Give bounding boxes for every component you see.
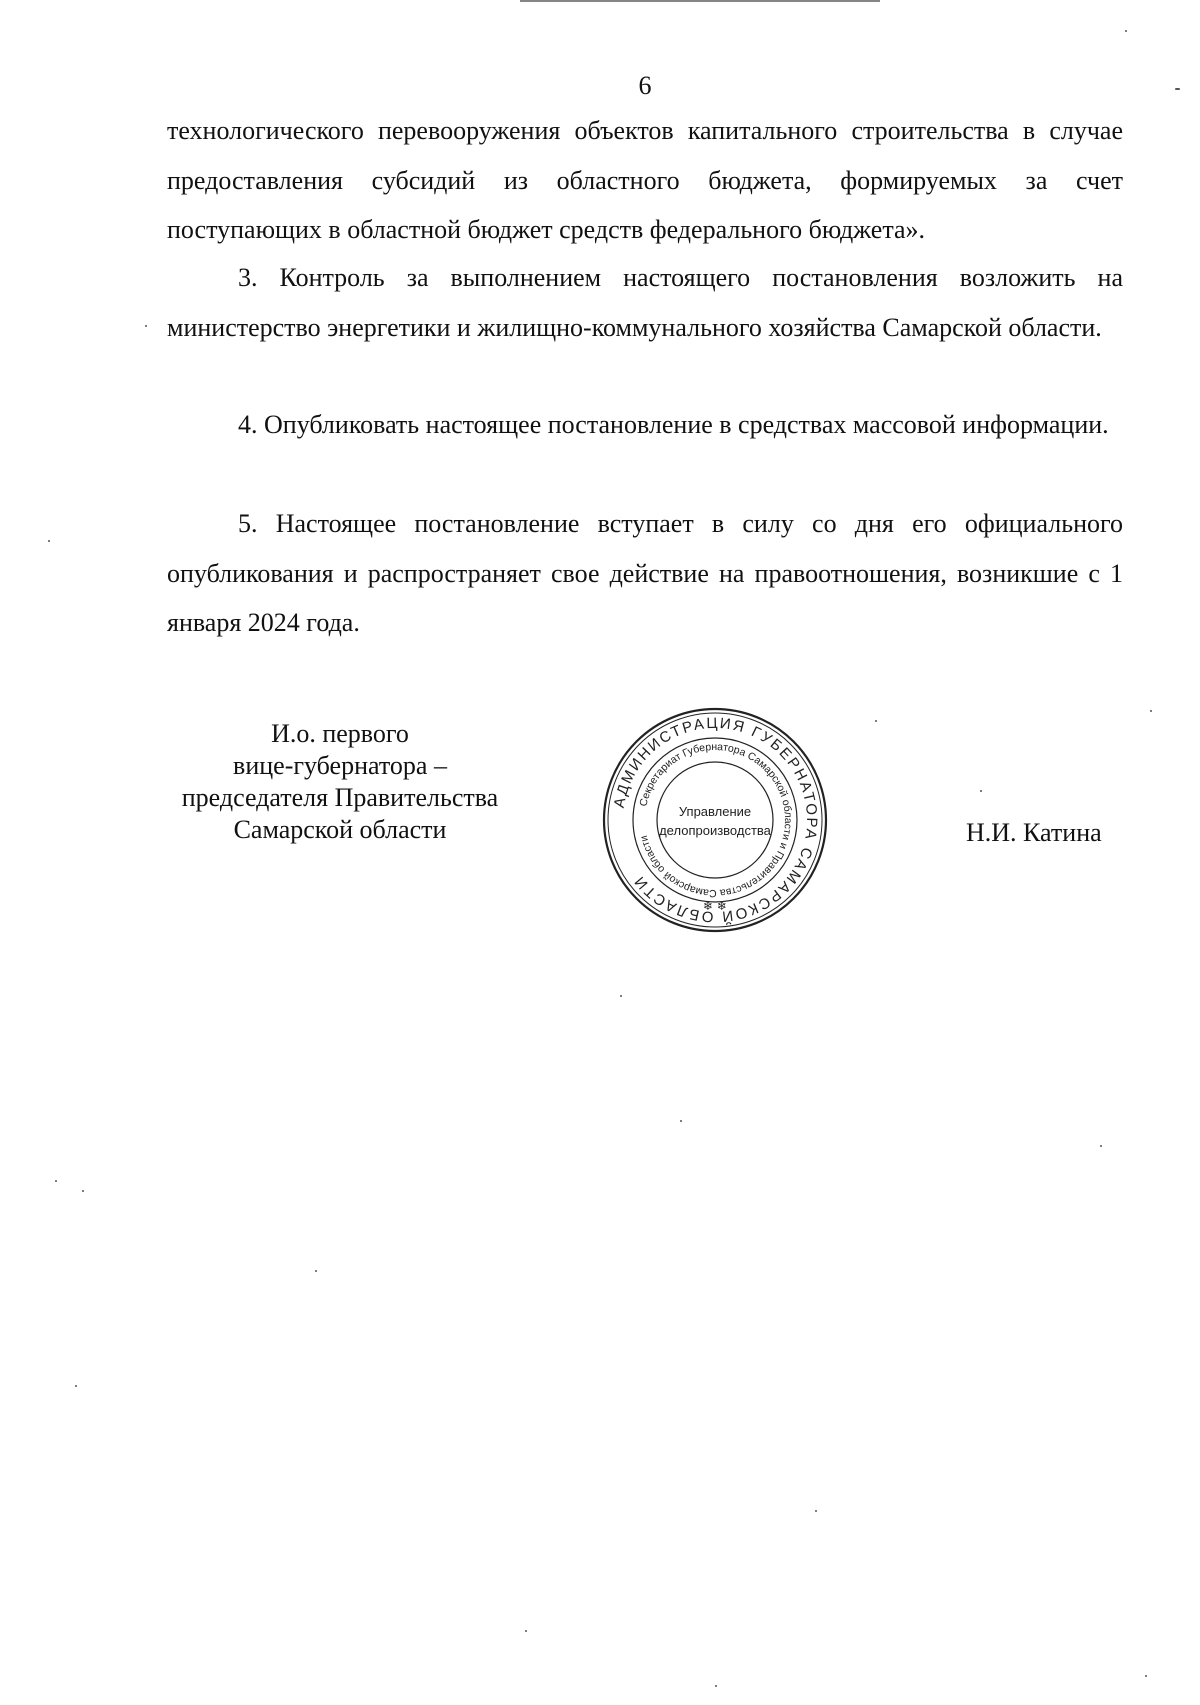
stamp-graphic	[600, 705, 830, 935]
stamp-inner-circle	[657, 762, 773, 878]
scan-speck	[1175, 88, 1180, 90]
stamp-center-line-1: Управление	[678, 804, 752, 819]
scan-speck	[75, 1385, 77, 1387]
scan-speck	[875, 720, 877, 722]
scan-speck	[980, 790, 982, 792]
scan-speck	[1125, 30, 1127, 32]
scan-speck	[315, 1270, 317, 1272]
scan-speck	[715, 1685, 717, 1687]
scan-speck	[1145, 1675, 1147, 1677]
stamp-inner-ring-text: Секретариат Губернатора Самарской области и Правительства Самарской области	[637, 740, 795, 900]
paragraph-intro	[167, 106, 1123, 255]
signatory-title-line: председателя Правительства	[181, 783, 499, 812]
scan-top-edge	[520, 0, 880, 2]
scan-speck	[82, 1190, 84, 1192]
paragraph-item-3-text: 3. Контроль за выполнением настоящего постановления возложить на министерство энергетики и жилищно-коммунального хозяйства Самарской области.	[167, 263, 1123, 342]
paragraph-item-4	[167, 400, 1123, 450]
paragraph-item-3	[167, 253, 1123, 352]
paragraph-item-4-text: 4. Опубликовать настоящее постановление в средствах массовой информации.	[238, 410, 1109, 439]
scan-speck	[48, 540, 50, 542]
stamp-outer-ring-text: АДМИНИСТРАЦИЯ ГУБЕРНАТОРА САМАРСКОЙ ОБЛАСТИ	[610, 714, 821, 926]
scan-speck	[680, 1120, 682, 1122]
stamp-center-line-2: делопроизводства	[659, 823, 771, 838]
signatory-title-line: вице-губернатора –	[233, 751, 447, 780]
official-stamp	[600, 705, 830, 935]
signatory-title	[150, 718, 530, 846]
scan-speck	[620, 995, 622, 997]
paragraph-item-5	[167, 499, 1123, 648]
scan-speck	[1100, 1145, 1102, 1147]
scan-speck	[525, 1630, 527, 1632]
signatory-name: Н.И. Катина	[966, 818, 1102, 847]
scan-speck	[1150, 710, 1152, 712]
scan-speck	[145, 325, 147, 327]
stamp-star-icon: ❄ ❄	[703, 899, 727, 913]
scan-speck	[815, 1510, 817, 1512]
page-number: 6	[638, 71, 652, 100]
signatory-title-line: Самарской области	[233, 815, 447, 844]
signatory-title-line: И.о. первого	[271, 719, 409, 748]
scan-speck	[55, 1180, 57, 1182]
paragraph-item-5-text: 5. Настоящее постановление вступает в силу со дня его официального опубликования и распространяет свое действие на правоотношения, возникшие с 1 января 2024 года.	[167, 509, 1123, 637]
paragraph-intro-text: технологического перевооружения объектов капитального строительства в случае предоставления субсидий из областного бюджета, формируемых за счет поступающих в областной бюджет средств федерального бюджета».	[167, 116, 1123, 244]
